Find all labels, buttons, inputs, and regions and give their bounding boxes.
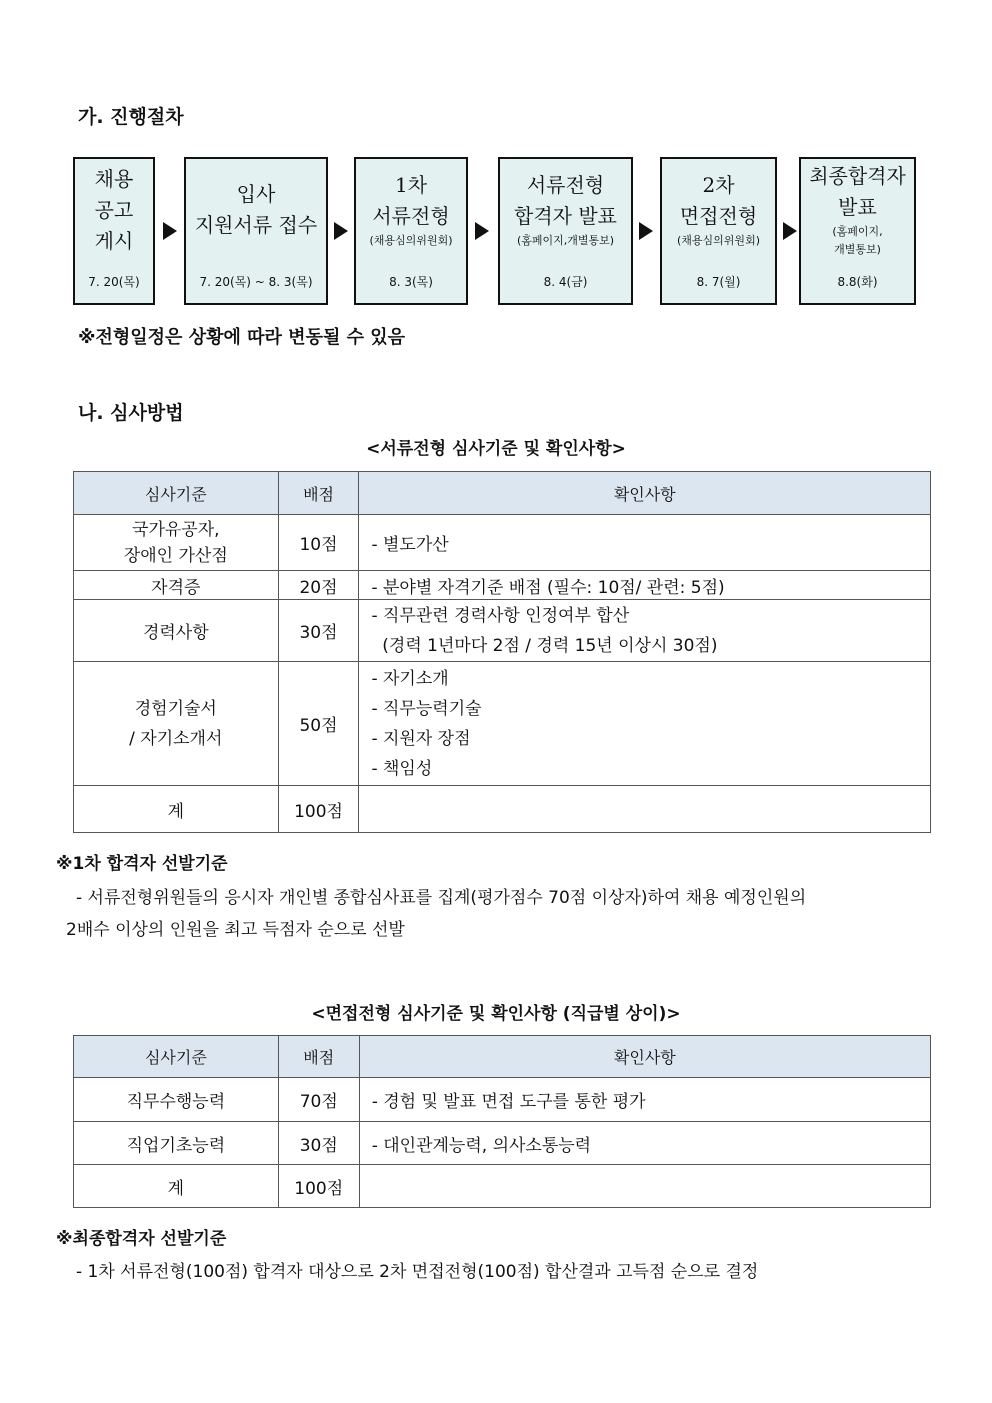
final-pass-line1: - 1차 서류전형(100점) 합격자 대상으로 2차 면접전형(100점) 합산결과 고득점 순으로 결정	[76, 1262, 759, 1282]
criteria-cell: 자격증	[74, 571, 279, 600]
step-4-line: 합격자 발표	[514, 204, 617, 228]
item-line: - 지원자 장점	[371, 728, 471, 749]
item-line: - 직무관련 경력사항 인정여부 합산	[371, 605, 630, 626]
items-cell	[359, 786, 931, 833]
step-1-line: 공고	[94, 197, 134, 222]
items-cell	[359, 662, 931, 786]
section-a-title: 가. 진행절차	[78, 106, 184, 128]
item-line: - 직무능력기술	[371, 698, 482, 719]
step-6-box	[799, 157, 916, 305]
items-cell	[359, 600, 931, 662]
step-4-box	[498, 157, 633, 305]
criteria-cell	[74, 662, 279, 786]
doc-screening-table	[73, 471, 931, 833]
step-1-line: 게시	[94, 228, 134, 253]
step-4-line: 서류전형	[526, 173, 605, 197]
arrow-right-icon	[163, 222, 177, 240]
step-1-label	[75, 159, 153, 262]
score-cell: 70점	[278, 1078, 359, 1122]
step-3-box	[354, 157, 468, 305]
step-4-date: 8. 4(금)	[500, 259, 631, 303]
step-3-date: 8. 3(목)	[356, 259, 466, 303]
step-1-box	[73, 157, 155, 305]
table-total-row	[74, 1165, 931, 1208]
step-2-box	[184, 157, 328, 305]
step-1-line: 채용	[94, 166, 134, 191]
score-cell: 100점	[278, 1165, 359, 1208]
criteria-cell: 계	[74, 1165, 279, 1208]
table-total-row	[74, 786, 931, 833]
step-2-line: 입사	[236, 182, 276, 206]
step-5-sub: (채용심의위원회)	[677, 234, 760, 247]
step-5-date: 8. 7(월)	[662, 259, 775, 303]
table-row	[74, 662, 931, 786]
table-header-row	[74, 1036, 931, 1078]
interview-table-caption: <면접전형 심사기준 및 확인사항 (직급별 상이)>	[311, 1004, 681, 1024]
first-pass-title: ※1차 합격자 선발기준	[56, 854, 228, 874]
step-6-date: 8.8(화)	[801, 259, 914, 303]
header-items: 확인사항	[359, 1036, 930, 1078]
step-5-line: 면접전형	[679, 204, 758, 228]
step-5-box	[660, 157, 777, 305]
step-5-label	[662, 159, 775, 262]
arrow-right-icon	[334, 222, 348, 240]
items-cell: - 분야별 자격기준 배점 (필수: 10점/ 관련: 5점)	[359, 571, 931, 600]
interview-table	[73, 1035, 931, 1208]
step-6-line: 발표	[838, 195, 877, 219]
step-6-sub: (홈페이지,	[832, 225, 883, 238]
item-line: - 자기소개	[371, 668, 449, 689]
items-cell: - 대인관계능력, 의사소통능력	[359, 1122, 930, 1165]
item-line: - 책임성	[371, 758, 433, 779]
step-2-date: 7. 20(목) ~ 8. 3(목)	[186, 259, 326, 303]
section-b-title: 나. 심사방법	[78, 402, 184, 424]
criteria-line: 국가유공자,	[132, 519, 220, 540]
step-6-label	[801, 159, 914, 262]
score-cell: 10점	[278, 515, 359, 571]
criteria-line: 장애인 가산점	[123, 545, 228, 566]
header-score: 배점	[278, 1036, 359, 1078]
step-4-sub: (홈페이지,개별통보)	[516, 234, 615, 247]
criteria-cell: 계	[74, 786, 279, 833]
step-6-line: 최종합격자	[809, 164, 906, 188]
criteria-cell: 경력사항	[74, 600, 279, 662]
items-cell: - 별도가산	[359, 515, 931, 571]
schedule-note: ※전형일정은 상황에 따라 변동될 수 있음	[78, 327, 406, 348]
step-3-line: 1차	[394, 173, 428, 197]
header-score: 배점	[278, 472, 359, 515]
score-cell: 30점	[278, 1122, 359, 1165]
score-cell: 100점	[278, 786, 359, 833]
step-2-label	[186, 159, 326, 262]
score-cell: 50점	[278, 662, 359, 786]
criteria-cell: 직무수행능력	[74, 1078, 279, 1122]
criteria-line: / 자기소개서	[129, 728, 223, 749]
step-1-date: 7. 20(목)	[75, 259, 153, 303]
step-4-label	[500, 159, 631, 262]
header-criteria: 심사기준	[74, 1036, 279, 1078]
header-items: 확인사항	[359, 472, 931, 515]
doc-table-caption: <서류전형 심사기준 및 확인사항>	[366, 439, 626, 459]
step-3-label	[356, 159, 466, 262]
step-3-sub: (채용심의위원회)	[369, 234, 453, 247]
table-row	[74, 515, 931, 571]
items-cell: - 경험 및 발표 면접 도구를 통한 평가	[359, 1078, 930, 1122]
table-header-row	[74, 472, 931, 515]
items-cell	[359, 1165, 930, 1208]
table-row	[74, 1122, 931, 1165]
step-3-line: 서류전형	[372, 204, 450, 228]
criteria-cell	[74, 515, 279, 571]
step-6-sub: 개별통보)	[834, 243, 881, 256]
final-pass-title: ※최종합격자 선발기준	[56, 1229, 227, 1249]
score-cell: 30점	[278, 600, 359, 662]
arrow-right-icon	[475, 222, 489, 240]
score-cell: 20점	[278, 571, 359, 600]
arrow-right-icon	[783, 222, 797, 240]
item-line: (경력 1년마다 2점 / 경력 15년 이상시 30점)	[371, 635, 718, 656]
header-criteria: 심사기준	[74, 472, 279, 515]
first-pass-line1: - 서류전형위원들의 응시자 개인별 종합심사표를 집계(평가점수 70점 이상자)하여 채용 예정인원의	[76, 888, 807, 908]
criteria-line: 경험기술서	[134, 698, 217, 719]
table-row	[74, 571, 931, 600]
step-2-line: 지원서류 접수	[194, 213, 318, 237]
table-row	[74, 600, 931, 662]
first-pass-line2: 2배수 이상의 인원을 최고 득점자 순으로 선발	[66, 920, 405, 940]
criteria-cell: 직업기초능력	[74, 1122, 279, 1165]
arrow-right-icon	[639, 222, 653, 240]
table-row	[74, 1078, 931, 1122]
step-5-line: 2차	[702, 173, 735, 197]
